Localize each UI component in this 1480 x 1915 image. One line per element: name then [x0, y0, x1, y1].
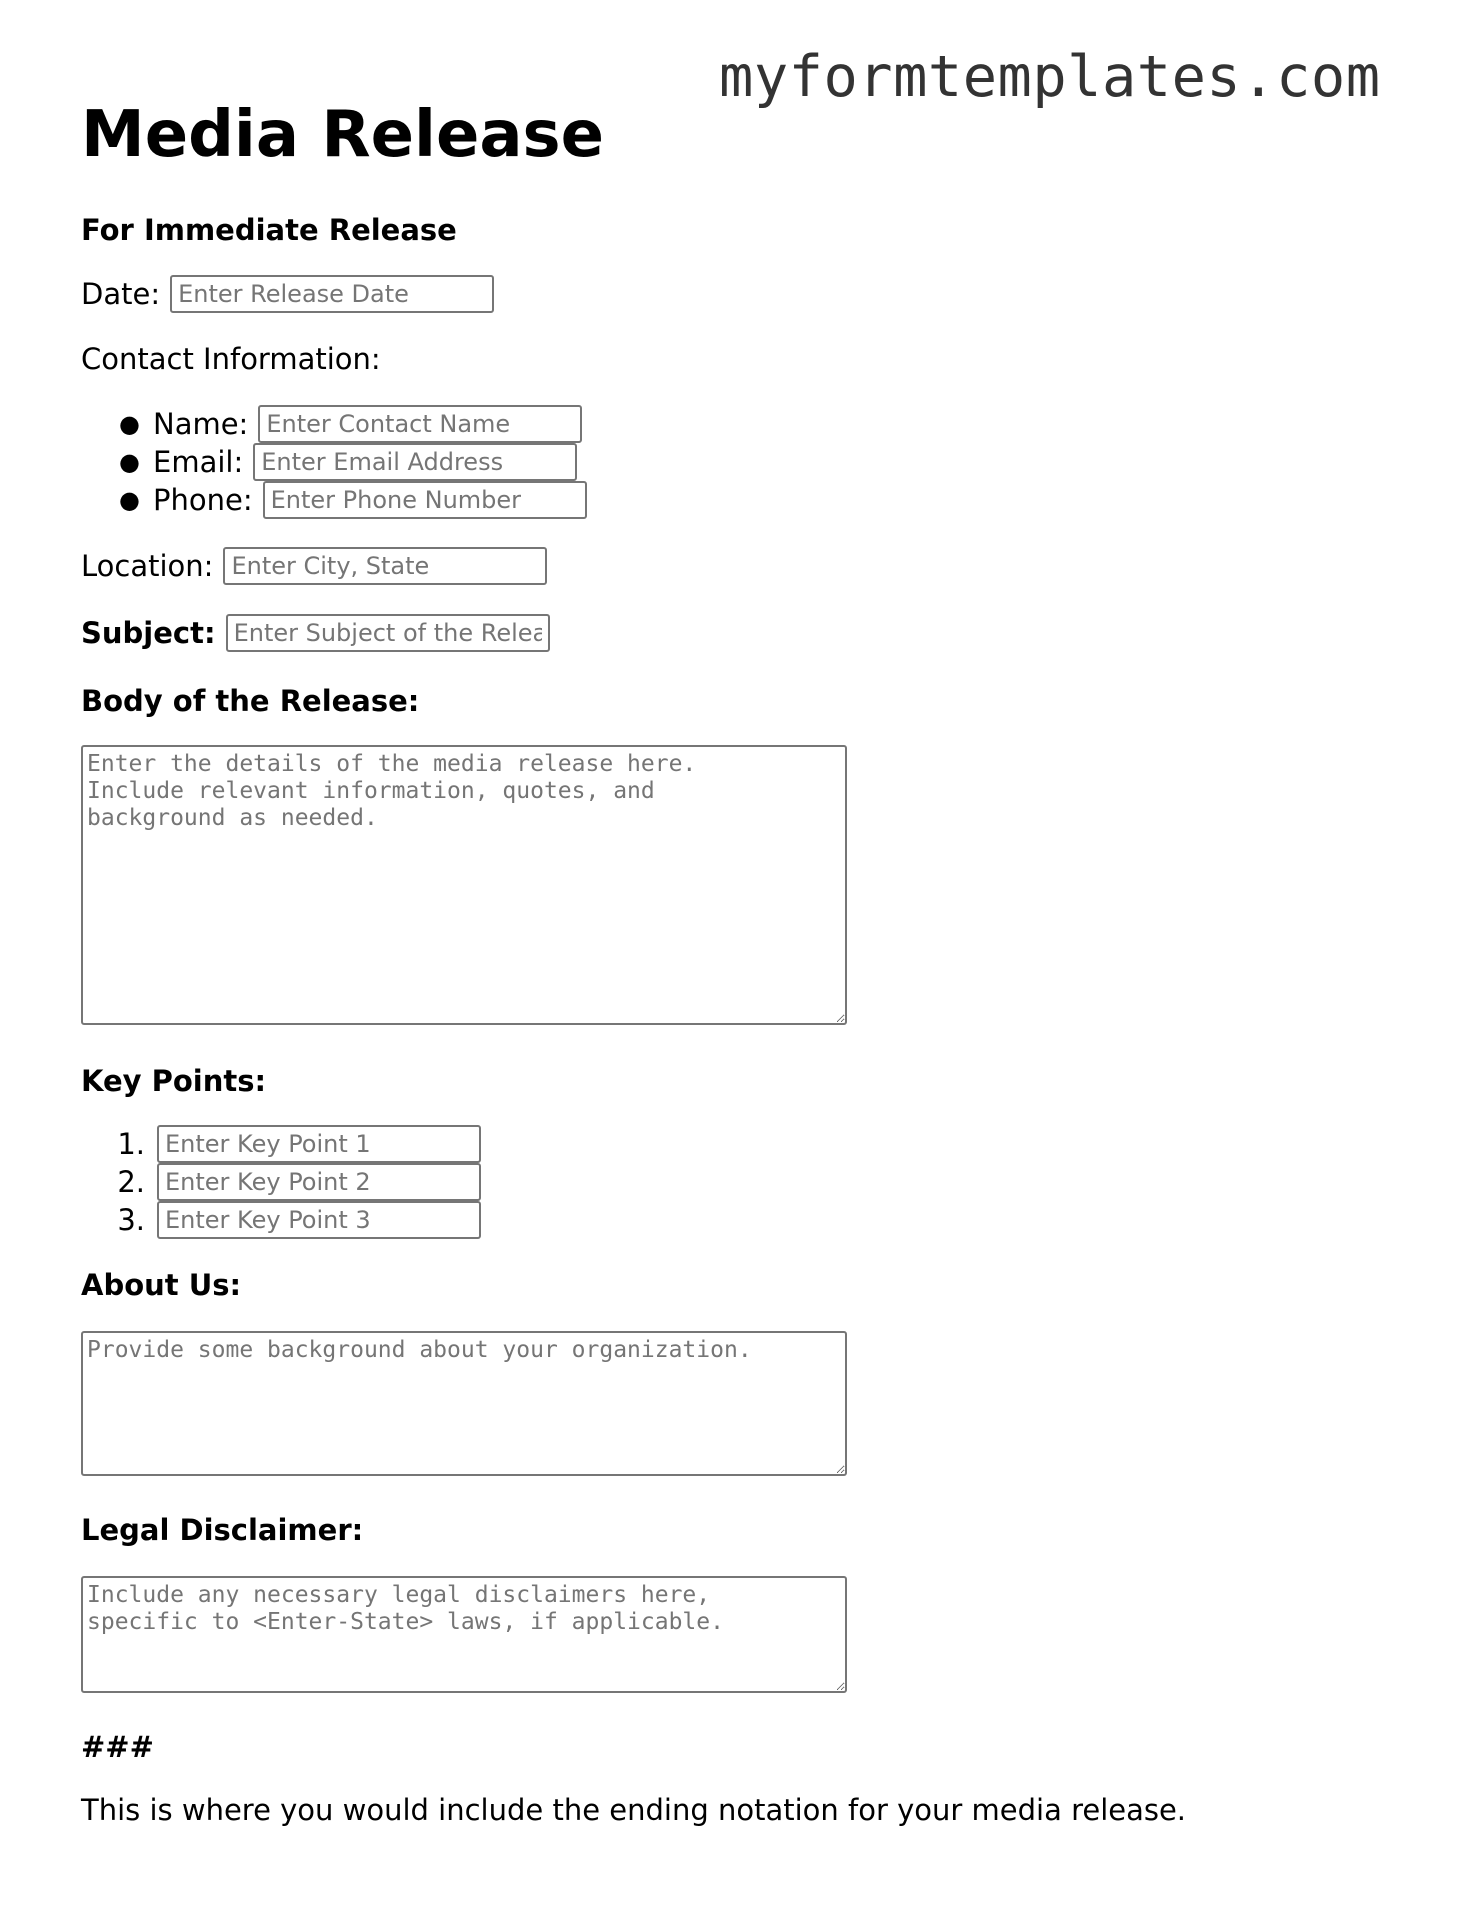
subject-label: Subject: — [81, 616, 216, 650]
key-point-item-1 — [81, 1125, 481, 1163]
subject-input[interactable] — [226, 614, 550, 652]
location-label: Location: — [81, 549, 214, 583]
end-mark: ### — [81, 1730, 154, 1764]
key-point-number: 2. — [117, 1165, 145, 1199]
legal-disclaimer-textarea[interactable] — [81, 1576, 847, 1693]
contact-phone-item — [81, 481, 587, 519]
page-title: Media Release — [81, 98, 605, 172]
contact-phone-label: Phone: — [153, 483, 253, 517]
key-points-heading: Key Points: — [81, 1064, 267, 1098]
key-point-3-input[interactable] — [157, 1201, 481, 1239]
contact-name-input[interactable] — [258, 405, 582, 443]
contact-phone-input[interactable] — [263, 481, 587, 519]
body-heading: Body of the Release: — [81, 684, 420, 718]
release-date-input[interactable] — [170, 275, 494, 313]
location-row — [81, 547, 547, 585]
bullet-icon: ● — [119, 410, 140, 438]
about-us-textarea[interactable] — [81, 1331, 847, 1476]
contact-email-label: Email: — [153, 445, 244, 479]
location-input[interactable] — [223, 547, 547, 585]
key-point-2-input[interactable] — [157, 1163, 481, 1201]
key-point-item-2 — [81, 1163, 481, 1201]
contact-information-heading: Contact Information: — [81, 342, 381, 376]
contact-name-label: Name: — [153, 407, 249, 441]
immediate-release-heading: For Immediate Release — [81, 213, 457, 247]
subject-row — [81, 614, 550, 652]
key-point-item-3 — [81, 1201, 481, 1239]
key-point-number: 1. — [117, 1127, 145, 1161]
legal-disclaimer-heading: Legal Disclaimer: — [81, 1513, 364, 1547]
contact-name-item — [81, 405, 582, 443]
bullet-icon: ● — [119, 448, 140, 476]
date-label: Date: — [81, 277, 161, 311]
ending-notation-text: This is where you would include the ending notation for your media release. — [81, 1793, 1187, 1827]
site-watermark: myformtemplates.com — [719, 44, 1381, 110]
key-point-1-input[interactable] — [157, 1125, 481, 1163]
date-row — [81, 275, 494, 313]
bullet-icon: ● — [119, 486, 140, 514]
about-us-heading: About Us: — [81, 1268, 242, 1302]
body-textarea[interactable] — [81, 745, 847, 1025]
contact-email-input[interactable] — [253, 443, 577, 481]
contact-email-item — [81, 443, 577, 481]
key-point-number: 3. — [117, 1203, 145, 1237]
